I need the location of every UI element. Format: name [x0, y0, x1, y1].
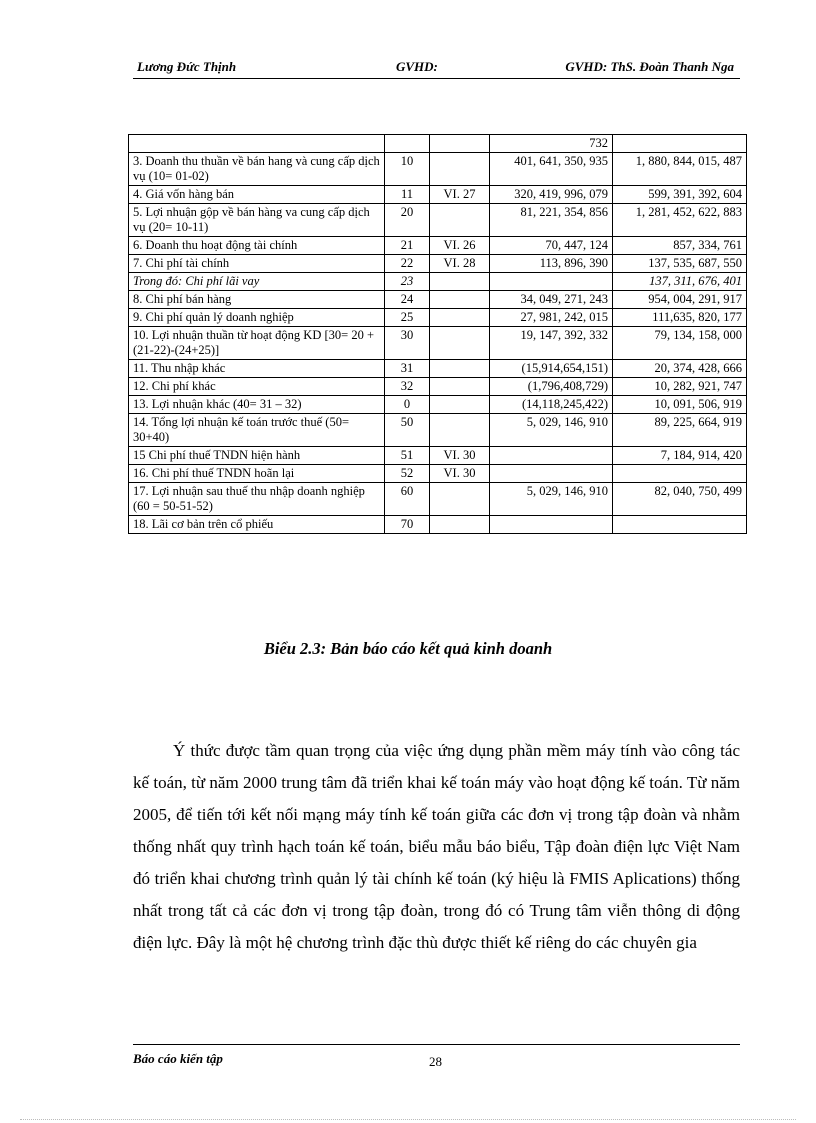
page-number: 28: [429, 1054, 442, 1069]
row-item-cell: 4. Giá vốn hàng bán: [129, 186, 385, 204]
row-previous-year-cell: 857, 334, 761: [613, 237, 747, 255]
row-previous-year-cell: 954, 004, 291, 917: [613, 291, 747, 309]
row-note-cell: [430, 483, 490, 516]
row-current-year-cell: [490, 465, 613, 483]
row-item-cell: 16. Chi phí thuế TNDN hoãn lại: [129, 465, 385, 483]
table-row: [129, 516, 747, 534]
row-previous-year-cell: 1, 281, 452, 622, 883: [613, 204, 747, 237]
header-author: Lương Đức Thịnh: [137, 59, 237, 74]
table-row: [129, 135, 747, 153]
row-previous-year-cell: 137, 535, 687, 550: [613, 255, 747, 273]
row-item-cell: 10. Lợi nhuận thuần từ hoạt động KD [30= 20 + (21-22)-(24+25)]: [129, 327, 385, 360]
row-code-cell: 22: [385, 255, 430, 273]
table-row: [129, 414, 747, 447]
row-code-cell: [385, 135, 430, 153]
table-row: [129, 309, 747, 327]
row-item-cell: 7. Chi phí tài chính: [129, 255, 385, 273]
row-code-cell: 30: [385, 327, 430, 360]
table-row: [129, 378, 747, 396]
row-code-cell: 51: [385, 447, 430, 465]
row-item-cell: 17. Lợi nhuận sau thuế thu nhập doanh nghiệp (60 = 50-51-52): [129, 483, 385, 516]
table-row: [129, 237, 747, 255]
table-row: [129, 186, 747, 204]
row-current-year-cell: (14,118,245,422): [490, 396, 613, 414]
row-previous-year-cell: 20, 374, 428, 666: [613, 360, 747, 378]
row-item-cell: 8. Chi phí bán hàng: [129, 291, 385, 309]
row-previous-year-cell: 137, 311, 676, 401: [613, 273, 747, 291]
row-current-year-cell: [490, 516, 613, 534]
row-note-cell: [430, 309, 490, 327]
row-current-year-cell: (1,796,408,729): [490, 378, 613, 396]
row-code-cell: 24: [385, 291, 430, 309]
row-note-cell: VI. 27: [430, 186, 490, 204]
row-note-cell: [430, 360, 490, 378]
row-code-cell: 25: [385, 309, 430, 327]
page-footer: [133, 1044, 740, 1069]
row-previous-year-cell: 89, 225, 664, 919: [613, 414, 747, 447]
row-note-cell: VI. 30: [430, 447, 490, 465]
row-code-cell: 20: [385, 204, 430, 237]
row-item-cell: 13. Lợi nhuận khác (40= 31 – 32): [129, 396, 385, 414]
row-current-year-cell: 27, 981, 242, 015: [490, 309, 613, 327]
row-note-cell: [430, 153, 490, 186]
row-previous-year-cell: [613, 516, 747, 534]
row-current-year-cell: 81, 221, 354, 856: [490, 204, 613, 237]
row-item-cell: 15 Chi phí thuế TNDN hiện hành: [129, 447, 385, 465]
page-header: [133, 56, 740, 79]
row-code-cell: 11: [385, 186, 430, 204]
row-code-cell: 0: [385, 396, 430, 414]
row-code-cell: 31: [385, 360, 430, 378]
row-current-year-cell: 320, 419, 996, 079: [490, 186, 613, 204]
row-previous-year-cell: 10, 091, 506, 919: [613, 396, 747, 414]
header-advisor: GVHD: ThS. Đoàn Thanh Nga: [565, 59, 734, 74]
row-item-cell: 14. Tổng lợi nhuận kế toán trước thuế (50= 30+40): [129, 414, 385, 447]
row-current-year-cell: 113, 896, 390: [490, 255, 613, 273]
row-current-year-cell: [490, 273, 613, 291]
row-code-cell: 10: [385, 153, 430, 186]
income-statement-table: [128, 134, 747, 534]
row-note-cell: VI. 26: [430, 237, 490, 255]
row-item-cell: [129, 135, 385, 153]
row-current-year-cell: 34, 049, 271, 243: [490, 291, 613, 309]
row-item-cell: 3. Doanh thu thuần về bán hang và cung cấp dịch vụ (10= 01-02): [129, 153, 385, 186]
row-previous-year-cell: 10, 282, 921, 747: [613, 378, 747, 396]
row-previous-year-cell: 82, 040, 750, 499: [613, 483, 747, 516]
row-current-year-cell: 5, 029, 146, 910: [490, 483, 613, 516]
row-code-cell: 60: [385, 483, 430, 516]
row-item-cell: 18. Lãi cơ bản trên cổ phiếu: [129, 516, 385, 534]
table-row: [129, 447, 747, 465]
row-current-year-cell: 401, 641, 350, 935: [490, 153, 613, 186]
row-current-year-cell: 19, 147, 392, 332: [490, 327, 613, 360]
row-note-cell: [430, 135, 490, 153]
row-code-cell: 50: [385, 414, 430, 447]
table-row: [129, 153, 747, 186]
row-code-cell: 21: [385, 237, 430, 255]
table-row: [129, 360, 747, 378]
row-note-cell: [430, 516, 490, 534]
row-previous-year-cell: 79, 134, 158, 000: [613, 327, 747, 360]
row-current-year-cell: 732: [490, 135, 613, 153]
row-note-cell: VI. 28: [430, 255, 490, 273]
table-body: [129, 135, 747, 534]
table-row: [129, 255, 747, 273]
row-note-cell: [430, 414, 490, 447]
table-row: [129, 327, 747, 360]
row-previous-year-cell: [613, 465, 747, 483]
row-item-cell: 11. Thu nhập khác: [129, 360, 385, 378]
row-item-cell: Trong đó: Chi phí lãi vay: [129, 273, 385, 291]
row-note-cell: [430, 378, 490, 396]
row-item-cell: 5. Lợi nhuận gộp về bán hàng va cung cấp dịch vụ (20= 10-11): [129, 204, 385, 237]
row-note-cell: [430, 396, 490, 414]
row-previous-year-cell: 111,635, 820, 177: [613, 309, 747, 327]
row-note-cell: [430, 273, 490, 291]
table-row: [129, 291, 747, 309]
body-paragraph: Ý thức được tầm quan trọng của việc ứng dụng phần mềm máy tính vào công tác kế toán, từ năm 2000 trung tâm đã triển khai kế toán máy vào hoạt động kế toán. Từ năm 2005, để tiến tới kết nối mạng máy tính kế toán giữa các đơn vị trong tập đoàn và nhằm thống nhất quy trình hạch toán kế toán, biểu mẫu báo biểu, Tập đoàn điện lực Việt Nam đó triển khai chương trình quản lý tài chính kế toán (ký hiệu là FMIS Aplications) thống nhất trong tất cả các đơn vị trong tập đoàn, trong đó có Trung tâm viễn thông di động điện lực. Đây là một hệ chương trình đặc thù được thiết kế riêng do các chuyên gia: [133, 741, 740, 952]
table-row: [129, 465, 747, 483]
row-current-year-cell: 70, 447, 124: [490, 237, 613, 255]
table-row: [129, 396, 747, 414]
row-code-cell: 32: [385, 378, 430, 396]
row-code-cell: 70: [385, 516, 430, 534]
body-text: [133, 735, 740, 959]
row-note-cell: VI. 30: [430, 465, 490, 483]
row-note-cell: [430, 327, 490, 360]
row-previous-year-cell: [613, 135, 747, 153]
table-row: [129, 204, 747, 237]
row-previous-year-cell: 599, 391, 392, 604: [613, 186, 747, 204]
header-advisor-label: GVHD:: [396, 59, 438, 74]
row-note-cell: [430, 291, 490, 309]
page-bottom-divider: [20, 1119, 796, 1120]
row-previous-year-cell: 1, 880, 844, 015, 487: [613, 153, 747, 186]
row-item-cell: 9. Chi phí quản lý doanh nghiệp: [129, 309, 385, 327]
row-current-year-cell: (15,914,654,151): [490, 360, 613, 378]
table-row: [129, 483, 747, 516]
row-code-cell: 23: [385, 273, 430, 291]
row-item-cell: 6. Doanh thu hoạt động tài chính: [129, 237, 385, 255]
row-current-year-cell: 5, 029, 146, 910: [490, 414, 613, 447]
table-row: [129, 273, 747, 291]
row-code-cell: 52: [385, 465, 430, 483]
row-item-cell: 12. Chi phí khác: [129, 378, 385, 396]
table-caption: Biểu 2.3: Bản báo cáo kết quả kinh doanh: [263, 639, 553, 658]
footer-title: Báo cáo kiến tập: [133, 1051, 223, 1066]
row-current-year-cell: [490, 447, 613, 465]
row-note-cell: [430, 204, 490, 237]
row-previous-year-cell: 7, 184, 914, 420: [613, 447, 747, 465]
